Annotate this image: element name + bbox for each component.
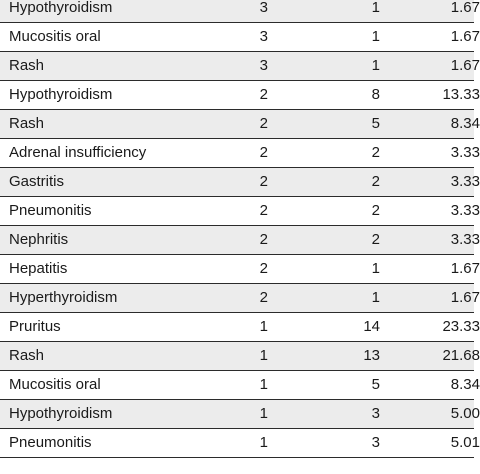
count-cell: 1: [371, 28, 380, 45]
grade-cell: 2: [259, 231, 268, 248]
percent-cell: 1.67: [450, 0, 480, 16]
count-cell: 1: [371, 57, 380, 74]
grade-cell: 3: [259, 28, 268, 45]
event-name-cell: Mucositis oral: [9, 28, 101, 45]
table-row: [0, 139, 480, 168]
count-cell: 2: [371, 202, 380, 219]
table-row: [0, 342, 480, 371]
count-cell: 1: [371, 0, 380, 16]
table-row: [0, 400, 480, 429]
percent-cell: 3.33: [450, 231, 480, 248]
count-cell: 3: [371, 434, 380, 451]
event-name-cell: Mucositis oral: [9, 376, 101, 393]
count-cell: 2: [371, 231, 380, 248]
event-name-cell: Gastritis: [9, 173, 65, 190]
count-cell: 1: [371, 289, 380, 306]
grade-cell: 1: [259, 318, 268, 335]
grade-cell: 2: [259, 144, 268, 161]
percent-cell: 3.33: [450, 173, 480, 190]
grade-cell: 1: [259, 434, 268, 451]
percent-cell: 23.33: [442, 318, 480, 335]
grade-cell: 2: [259, 86, 268, 103]
percent-cell: 8.34: [450, 115, 480, 132]
table-row: [0, 168, 480, 197]
table-row: [0, 0, 480, 23]
event-name-cell: Hypothyroidism: [9, 86, 113, 103]
table-row: [0, 110, 480, 139]
grade-cell: 2: [259, 115, 268, 132]
grade-cell: 3: [259, 0, 268, 16]
percent-cell: 8.34: [450, 376, 480, 393]
grade-cell: 1: [259, 347, 268, 364]
count-cell: 8: [371, 86, 380, 103]
grade-cell: 1: [259, 405, 268, 422]
count-cell: 2: [371, 173, 380, 190]
count-cell: 14: [363, 318, 380, 335]
event-name-cell: Hyperthyroidism: [9, 289, 118, 306]
table-row: [0, 52, 480, 81]
table-row: [0, 284, 480, 313]
table-row: [0, 226, 480, 255]
table-row: [0, 23, 480, 52]
event-name-cell: Adrenal insufficiency: [9, 144, 147, 161]
table-row: [0, 429, 480, 458]
count-cell: 2: [371, 144, 380, 161]
event-name-cell: Pneumonitis: [9, 434, 92, 451]
table-row: [0, 371, 480, 400]
count-cell: 5: [371, 376, 380, 393]
event-name-cell: Nephritis: [9, 231, 69, 248]
percent-cell: 1.67: [450, 289, 480, 306]
event-name-cell: Hypothyroidism: [9, 405, 113, 422]
event-name-cell: Hepatitis: [9, 260, 68, 277]
event-name-cell: Rash: [9, 347, 45, 364]
table-row: [0, 197, 480, 226]
table-row: [0, 81, 480, 110]
percent-cell: 13.33: [442, 86, 480, 103]
percent-cell: 3.33: [450, 202, 480, 219]
percent-cell: 5.00: [450, 405, 480, 422]
event-name-cell: Hypothyroidism: [9, 0, 113, 16]
percent-cell: 1.67: [450, 28, 480, 45]
count-cell: 5: [371, 115, 380, 132]
count-cell: 3: [371, 405, 380, 422]
percent-cell: 1.67: [450, 260, 480, 277]
percent-cell: 3.33: [450, 144, 480, 161]
grade-cell: 3: [259, 57, 268, 74]
event-name-cell: Pruritus: [9, 318, 61, 335]
grade-cell: 1: [259, 376, 268, 393]
percent-cell: 5.01: [450, 434, 480, 451]
grade-cell: 2: [259, 173, 268, 190]
event-name-cell: Rash: [9, 57, 45, 74]
grade-cell: 2: [259, 260, 268, 277]
grade-cell: 2: [259, 289, 268, 306]
event-name-cell: Rash: [9, 115, 45, 132]
percent-cell: 21.68: [442, 347, 480, 364]
table-row: [0, 255, 480, 284]
count-cell: 1: [371, 260, 380, 277]
table-row: [0, 313, 480, 342]
event-name-cell: Pneumonitis: [9, 202, 92, 219]
grade-cell: 2: [259, 202, 268, 219]
count-cell: 13: [363, 347, 380, 364]
percent-cell: 1.67: [450, 57, 480, 74]
